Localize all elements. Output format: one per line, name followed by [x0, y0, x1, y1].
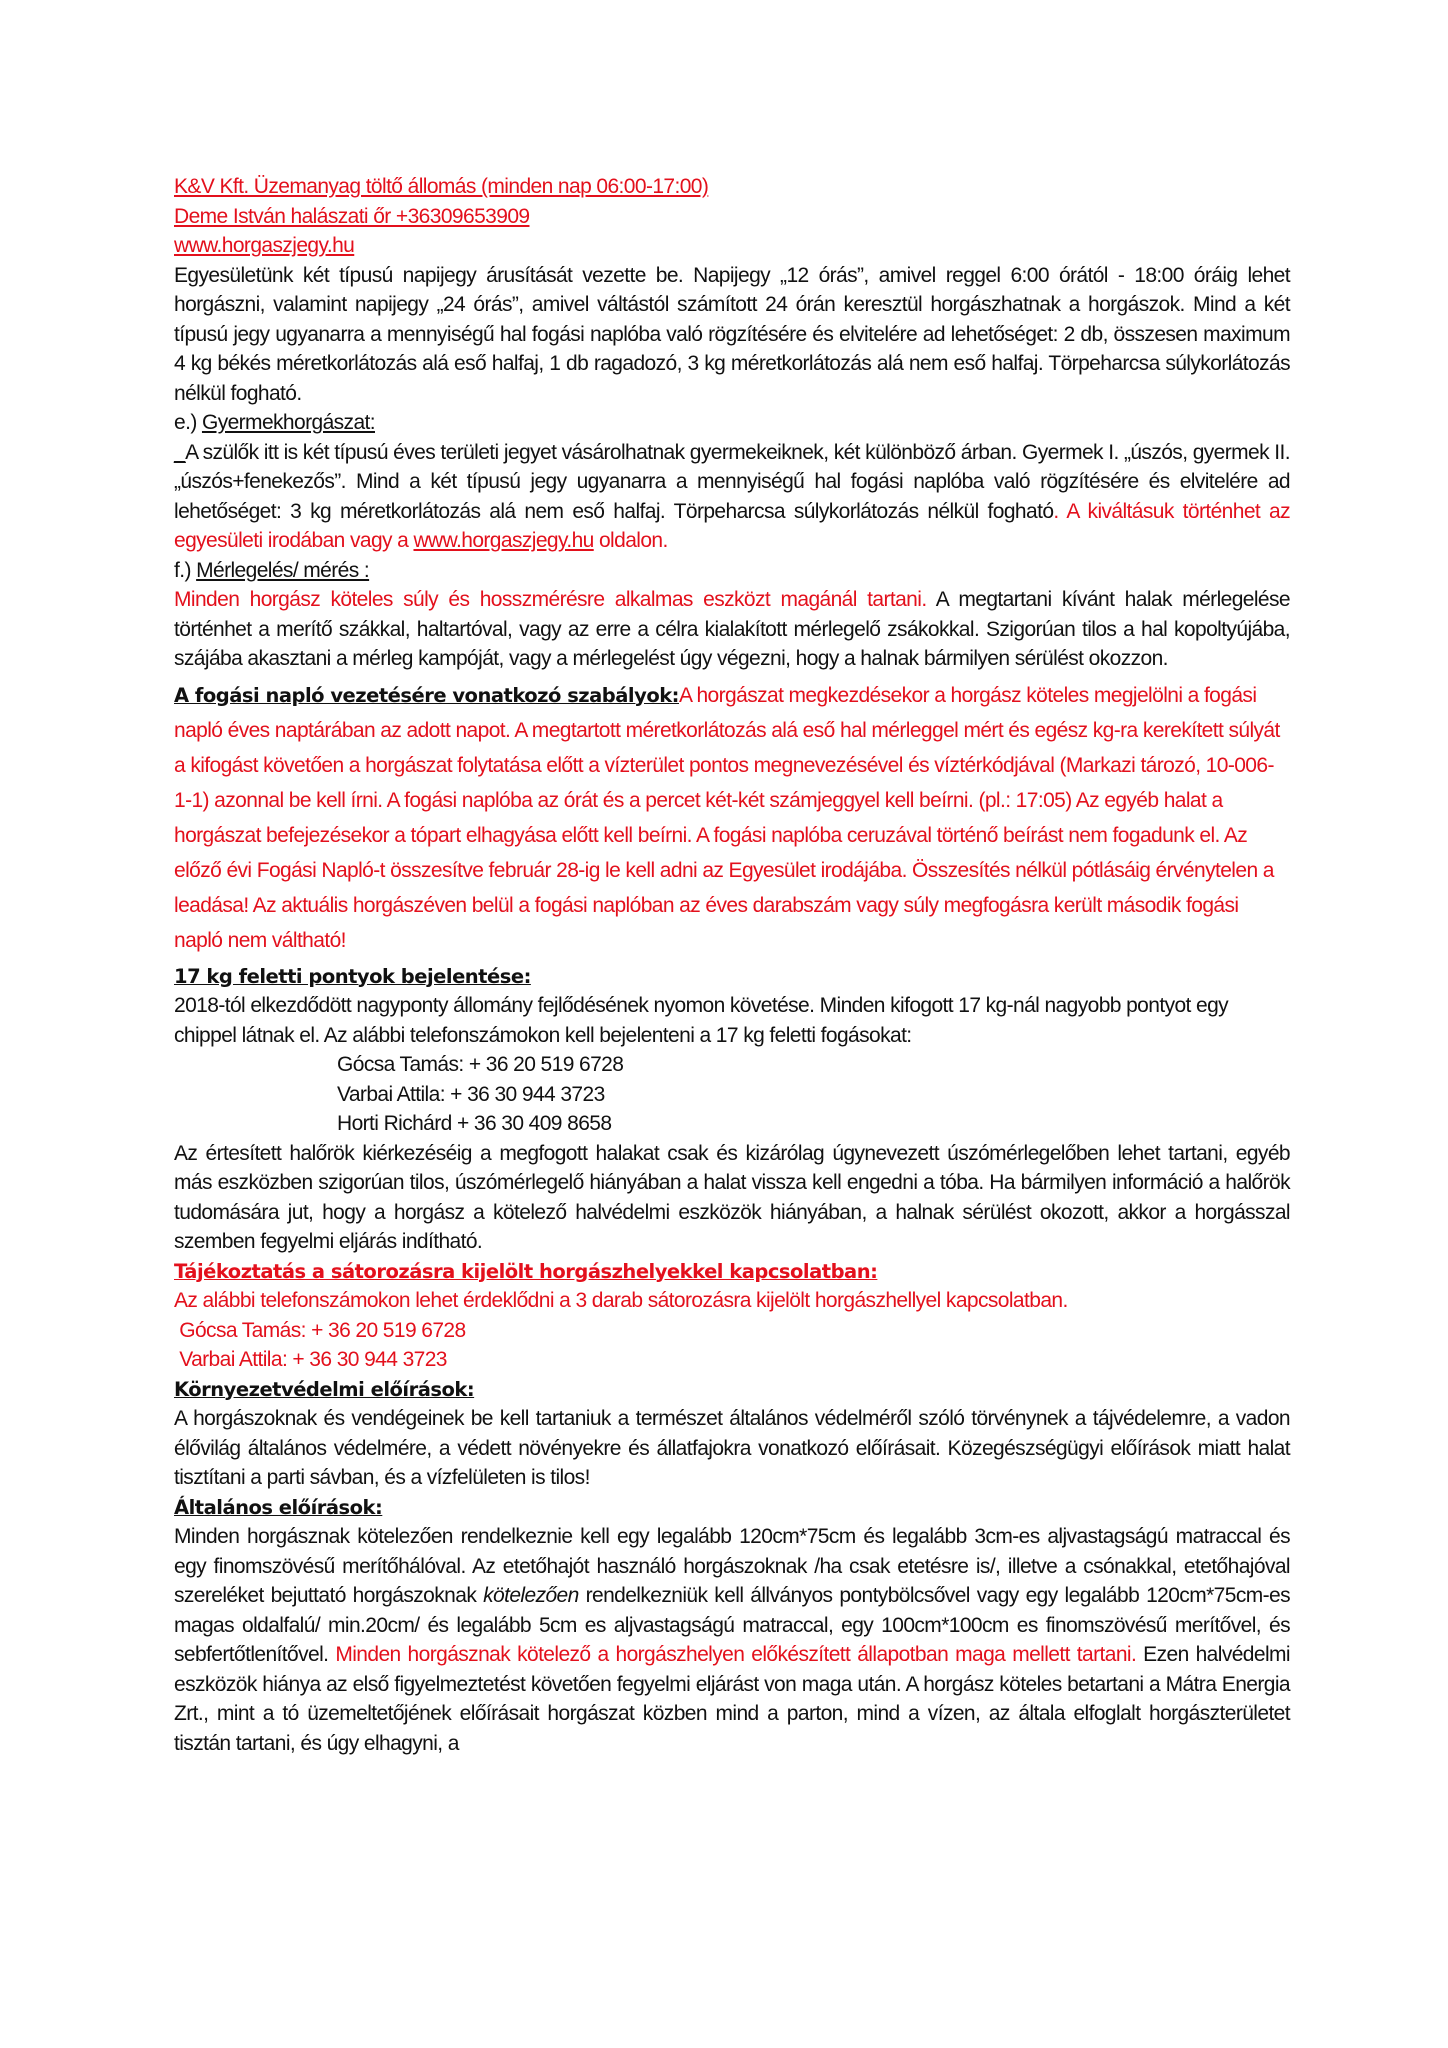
- big-carp-body: 2018-tól elkezdődött nagyponty állomány fejlődésének nyomon követése. Minden kifogott 17 kg-nál nagyobb pontyot egy chippel látnak el. Az alábbi telefonszámokon kell bejelenteni a 17 kg feletti fogásokat:: [174, 994, 1229, 1047]
- children-body: A szülők itt is két típusú éves területi jegyet vásárolhatnak gyermekeiknek, két különböző árban. Gyermek I. „úszós, gyermek II. „úszós+fenekezős”. Mind a két típusú jegy ugyanarra a mennyiségű hal fogási naplóba való rögzítésére és elvitelére ad lehetőséget: 3 kg méretkorlátozás alá nem eső halfaj. Törpeharcsa súlykorlátozás nélkül fogható: [174, 440, 1290, 523]
- environment-section: [174, 1375, 1290, 1493]
- big-carp-heading: 17 kg feletti pontyok bejelentése:: [174, 964, 531, 988]
- contact-item: Horti Richárd + 36 30 409 8658: [337, 1112, 612, 1135]
- big-carp-after: Az értesített halőrök kiérkezéséig a megfogott halakat csak és kizárólag úgynevezett úszómérlegelőben lehet tartani, egyéb más eszközben szigorúan tilos, úszómérlegelő hiányában a halat vissza kell engedni a tóba. Ha bármilyen információ a halőrök tudomására jut, hogy a horgász a kötelező halvédelmi eszközök hiányában, a halnak sérülést okozott, akkor a horgásszal szemben fegyelmi eljárás indítható.: [174, 1141, 1290, 1253]
- station-info: K&V Kft. Üzemanyag töltő állomás (minden nap 06:00-17:00): [174, 175, 709, 198]
- contact-item: Varbai Attila: + 36 30 944 3723: [174, 1348, 447, 1371]
- environment-body: A horgászoknak és vendégeinek be kell tartaniuk a természet általános védelméről szóló törvénynek a tájvédelemre, a vadon élővilág általános védelmére, a védett növényekre és állatfajokra vonatkozó előírásait. Közegészségügyi előírások miatt halat tisztítani a parti sávban, és a vízfelületen is tilos!: [174, 1407, 1290, 1489]
- section-prefix: f.): [174, 558, 197, 582]
- children-red-note: . A kiváltásuk történhet az egyesületi irodában vagy a: [174, 499, 1291, 552]
- weighing-body: A megtartani kívánt halak mérlegelése történhet a merítő szákkal, haltartóval, vagy az erre a célra kialakított mérlegelő zsákokkal. Szigorúan tilos a hal kopoltyújába, szájába akasztani a mérleg kampóját, vagy a mérlegelést úgy végezni, hogy a halnak bármilyen sérülést okozzon.: [174, 588, 1290, 670]
- weighing-paragraph: [174, 585, 1290, 674]
- lead-mark: _: [174, 440, 186, 464]
- camping-section: [174, 1257, 1290, 1375]
- section-title: Gyermekhorgászat:: [201, 411, 375, 434]
- weighing-red-note: Minden horgász köteles súly és hosszmérésre alkalmas eszközt magánál tartani.: [174, 588, 927, 611]
- general-text-1: Minden horgásznak kötelezően rendelkeznie kell egy legalább 120cm*75cm és legalább 3cm-es aljvastagságú matraccal és egy finomszövésű merítőhálóval. Az etetőhajót használó horgászoknak /ha csak etetésre is/, illetve a csónakkal, etetőhajóval szereléket bejuttató horgászoknak: [174, 1525, 1290, 1607]
- horgaszjegy-link[interactable]: www.horgaszjegy.hu: [413, 529, 594, 552]
- general-text-2: rendelkezniük kell állványos pontybölcsővel vagy egy legalább 120cm*75cm-es magas oldalfalú/ min.20cm/ és legalább 5cm es aljvastagságú matraccal, egy 100cm*100cm es finomszövésű merítővel, és sebfertőtlenítővel.: [174, 1584, 1290, 1666]
- weighing-section: [174, 556, 1290, 674]
- catch-log-section: [174, 678, 1290, 958]
- general-text-3: Ezen halvédelmi eszközök hiánya az első figyelmeztetést követően fegyelmi eljárást von maga után. A horgász köteles betartani a Mátra Energia Zrt., mint a tó üzemeltetőjének előírásait horgászat közben mind a parton, mind a vízen, az általa elfoglalt horgászterületet tisztán tartani, és úgy elhagyni, a: [174, 1643, 1290, 1755]
- catch-log-body: A horgászat megkezdésekor a horgász köteles megjelölni a fogási napló éves naptárában az adott napot. A megtartott méretkorlátozás alá eső hal mérleggel mért és egész kg-ra kerekített súlyát a kifogást követően a horgászat folytatása előtt a vízterület pontos megnevezésével és víztérkódjával (Markazi tározó, 10-006-1-1) azonnal be kell írni. A fogási naplóba az órát és a percet két-két számjeggyel kell beírni. (pl.: 17:05) Az egyéb halat a horgászat befejezésekor a tópart elhagyása előtt kell beírni. A fogási naplóba ceruzával történő beírást nem fogadunk el. Az előző évi Fogási Napló-t összesítve február 28-ig le kell adni az Egyesület irodájába. Összesítés nélkül pótlásáig érvénytelen a leadása! Az aktuális horgászéven belül a fogási naplóban az éves darabszám vagy súly megfogásra került második fogási napló nem váltható!: [174, 683, 1280, 952]
- document-page: [174, 172, 1290, 1758]
- daily-ticket-paragraph: Egyesületünk két típusú napijegy árusítását vezette be. Napijegy „12 órás”, amivel reggel 6:00 órától - 18:00 óráig lehet horgászni, valamint napijegy „24 órás”, amivel váltástól számított 24 órán keresztül horgászhatnak a horgászok. Mind a két típusú jegy ugyanarra a mennyiségű hal fogási naplóba való rögzítésére és elvitelére ad lehetőséget: 2 db, összesen maximum 4 kg békés méretkorlátozás alá eső halfaj, 1 db ragadozó, 3 kg méretkorlátozás alá nem eső halfaj. Törpeharcsa súlykorlátozás nélkül fogható.: [174, 263, 1290, 405]
- contact-item: Gócsa Tamás: + 36 20 519 6728: [174, 1318, 466, 1342]
- header-block: [174, 172, 1290, 261]
- catch-log-heading: A fogási napló vezetésére vonatkozó szabályok:: [174, 683, 679, 707]
- website-link[interactable]: www.horgaszjegy.hu: [174, 234, 355, 257]
- contact-item: Gócsa Tamás: + 36 20 519 6728: [337, 1053, 624, 1076]
- general-heading: Általános előírások:: [174, 1495, 383, 1519]
- children-fishing-section: [174, 408, 1290, 556]
- warden-contact: Deme István halászati őr +36309653909: [174, 204, 530, 228]
- big-carp-section: [174, 962, 1290, 1257]
- environment-heading: Környezetvédelmi előírások:: [174, 1377, 475, 1401]
- section-prefix: e.): [174, 411, 202, 434]
- children-paragraph: [174, 438, 1290, 556]
- contact-item: Varbai Attila: + 36 30 944 3723: [337, 1082, 605, 1106]
- general-section: [174, 1493, 1290, 1759]
- section-title: Mérlegelés/ mérés :: [196, 558, 370, 582]
- children-heading: [174, 408, 1290, 438]
- children-red-tail: oldalon.: [593, 529, 668, 552]
- weighing-heading: [174, 556, 1290, 586]
- big-carp-contacts: [174, 1050, 1290, 1139]
- general-red-note: Minden horgásznak kötelező a horgászhelyen előkészített állapotban maga mellett tartani.: [335, 1643, 1137, 1666]
- general-body: [174, 1522, 1290, 1758]
- camping-body: Az alábbi telefonszámokon lehet érdeklődni a 3 darab sátorozásra kijelölt horgászhellyel kapcsolatban.: [174, 1289, 1068, 1312]
- emphasis: kötelezően: [483, 1584, 579, 1607]
- camping-heading: Tájékoztatás a sátorozásra kijelölt horgászhelyekkel kapcsolatban:: [174, 1259, 878, 1283]
